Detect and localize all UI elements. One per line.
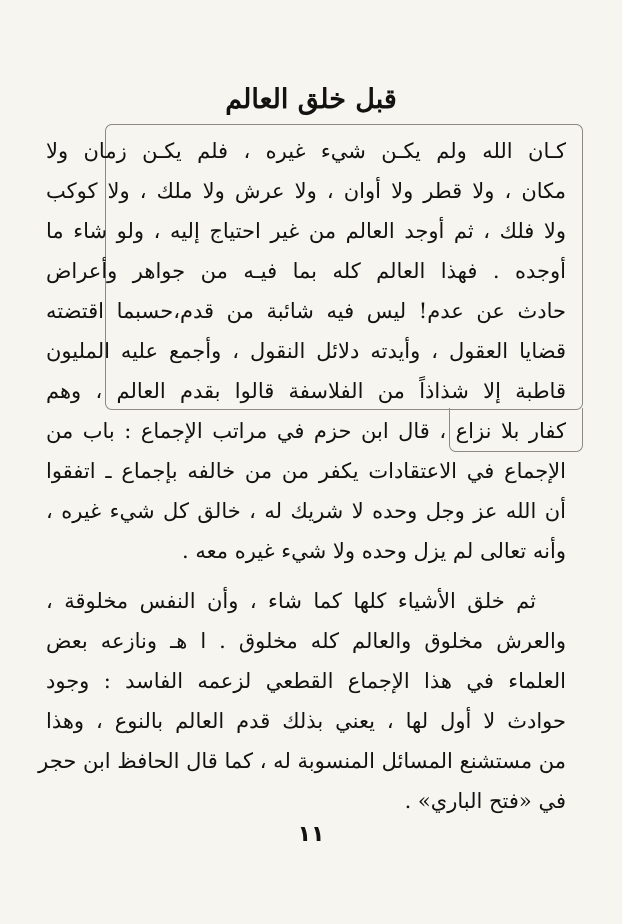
text-line: أوجده . فهذا العالم كله بما فيـه من جواهر وأعراض bbox=[46, 259, 566, 283]
text-line: والعرش مخلوق والعالم كله مخلوق . ا هـ ونازعه بعض bbox=[46, 629, 566, 653]
text-line: حادث عن عدم! ليس فيه شائبة من قدم،حسبما اقتضته bbox=[46, 299, 566, 323]
text-line: العلماء في هذا الإجماع القطعي لزعمه الفاسد : وجود bbox=[46, 669, 566, 693]
text-line: في «فتح الباري» . bbox=[404, 789, 566, 813]
text-line: مكان ، ولا قطر ولا أوان ، ولا عرش ولا ملك ، ولا كوكب bbox=[46, 179, 566, 203]
text-line: ولا فلك ، ثم أوجد العالم من غير احتياج إليه ، ولو شاء ما bbox=[46, 219, 566, 243]
text-line: الإجماع في الاعتقادات يكفر من من خالفه بإجماع ـ اتفقوا bbox=[46, 459, 566, 483]
text-line: كفار بلا نزاع ، قال ابن حزم في مراتب الإجماع : باب من bbox=[46, 419, 566, 443]
text-line: قضايا العقول ، وأيدته دلائل النقول ، وأجمع عليه المليون bbox=[46, 339, 566, 363]
page-number: ١١ bbox=[297, 822, 325, 847]
text-line: ثم خلق الأشياء كلها كما شاء ، وأن النفس مخلوقة ، bbox=[46, 589, 536, 613]
text-line: من مستشنع المسائل المنسوبة له ، كما قال الحافظ ابن حجر bbox=[38, 749, 566, 773]
text-line: قاطبة إلا شذاذاً من الفلاسفة قالوا بقدم العالم ، وهم bbox=[46, 379, 566, 403]
text-line: حوادث لا أول لها ، يعني بذلك قدم العالم بالنوع ، وهذا bbox=[46, 709, 566, 733]
text-line: أن الله عز وجل وحده لا شريك له ، خالق كل شيء غيره ، bbox=[46, 499, 566, 523]
text-line: كـان الله ولم يكـن شيء غيره ، فلم يكـن زمان ولا bbox=[46, 139, 566, 163]
text-line: وأنه تعالى لم يزل وحده ولا شيء غيره معه . bbox=[182, 539, 566, 563]
page-title: قبل خلق العالم bbox=[225, 84, 397, 115]
